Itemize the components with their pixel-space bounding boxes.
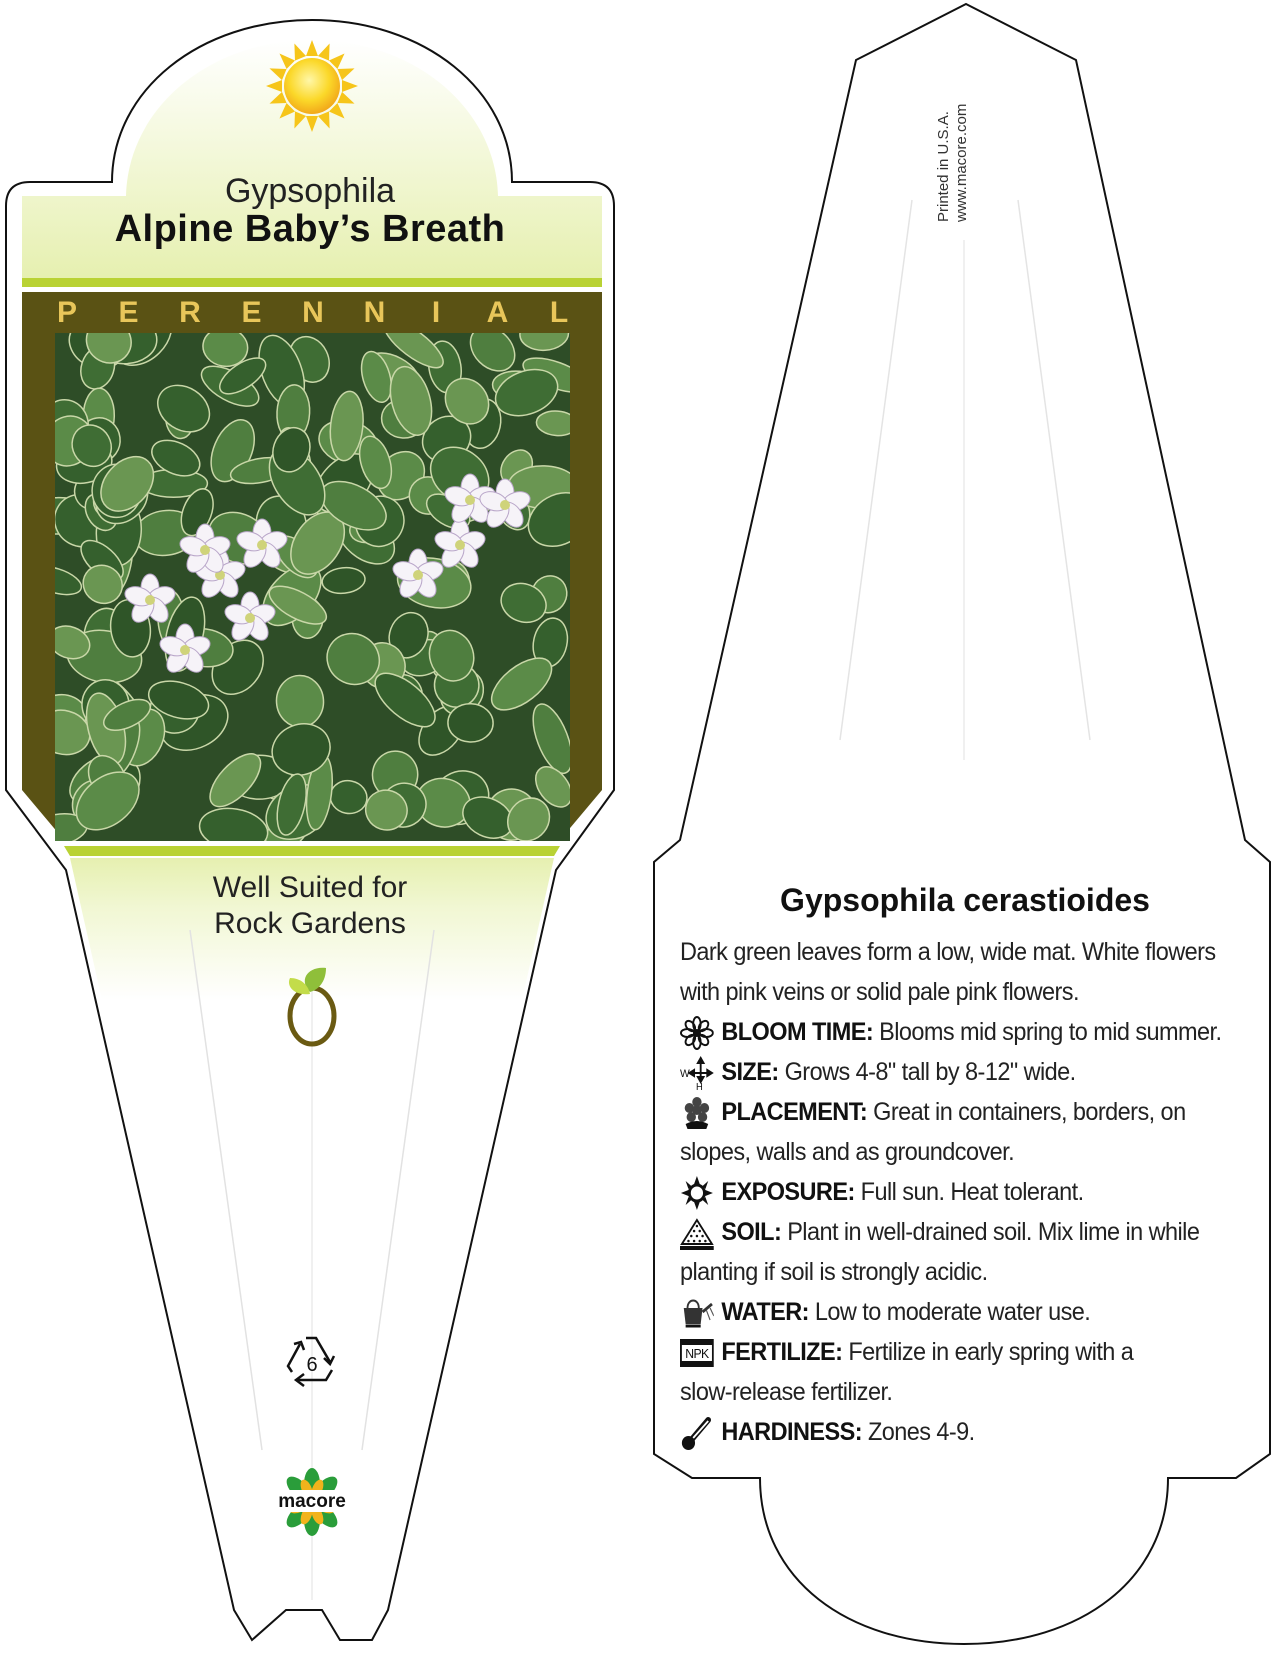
- plant-photo: [24, 292, 599, 864]
- npk-icon: [680, 1336, 716, 1370]
- water-text: Low to moderate water use.: [814, 1298, 1091, 1326]
- perennial-letter: A: [486, 296, 509, 329]
- perennial-letter: N: [302, 296, 324, 329]
- size-row: [680, 1052, 1225, 1092]
- recycle-code: 6: [306, 1354, 318, 1376]
- perennial-letter: I: [431, 296, 441, 329]
- care-description: [680, 932, 1225, 1452]
- size-arrows-icon: [680, 1056, 716, 1090]
- placement-text: Great in containers, borders, on: [873, 1098, 1186, 1126]
- bloom-time-label: BLOOM TIME:: [721, 1018, 874, 1046]
- description-line-2: with pink veins or solid pale pink flowers.: [680, 978, 1079, 1006]
- perennial-letter: N: [363, 296, 386, 329]
- hardiness-row: [680, 1412, 1225, 1452]
- perennial-banner: [52, 292, 574, 334]
- placement-row: [680, 1092, 1225, 1132]
- exposure-label: EXPOSURE:: [721, 1178, 855, 1206]
- common-name: Alpine Baby’s Breath: [114, 208, 506, 250]
- water-row: [680, 1292, 1225, 1332]
- placement-label: PLACEMENT:: [721, 1098, 868, 1126]
- perennial-letter: E: [241, 296, 262, 329]
- website-label: www.macore.com: [953, 103, 970, 222]
- size-text: Grows 4-8" tall by 8-12" wide.: [784, 1058, 1076, 1086]
- perennial-letter: P: [56, 296, 77, 329]
- genus-name: Gypsophila: [224, 172, 396, 210]
- soil-label: SOIL:: [721, 1218, 782, 1246]
- thermometer-icon: [680, 1416, 716, 1450]
- soil-row: [680, 1212, 1225, 1252]
- flower-cluster-icon: [680, 1096, 716, 1130]
- soil-text-2: planting if soil is strongly acidic.: [680, 1258, 988, 1286]
- feature-line-1: Well Suited for: [212, 871, 408, 904]
- fertilize-row: [680, 1332, 1225, 1372]
- hardiness-label: HARDINESS:: [721, 1418, 862, 1446]
- printed-label: Printed in U.S.A.: [935, 111, 952, 222]
- feature-line-2: Rock Gardens: [214, 907, 406, 940]
- svg-text:NPK: NPK: [685, 1347, 709, 1362]
- water-label: WATER:: [721, 1298, 809, 1326]
- perennial-letter: R: [179, 296, 201, 329]
- perennial-letter: L: [549, 296, 569, 329]
- size-label: SIZE:: [721, 1058, 779, 1086]
- description-line-1: Dark green leaves form a low, wide mat. White flowers: [680, 938, 1216, 966]
- svg-text:W: W: [680, 1068, 690, 1081]
- flower-icon: [680, 1016, 716, 1050]
- sun-icon: [266, 40, 358, 132]
- watering-can-icon: [680, 1296, 716, 1330]
- exposure-row: [680, 1172, 1225, 1212]
- fertilize-text-2: slow-release fertilizer.: [680, 1378, 893, 1406]
- exposure-text: Full sun. Heat tolerant.: [860, 1178, 1084, 1206]
- svg-text:macore: macore: [278, 1491, 346, 1512]
- scientific-name: Gypsophila cerastioides: [780, 882, 1150, 918]
- soil-icon: [680, 1216, 716, 1250]
- feature-text: [120, 870, 500, 942]
- printed-in-note: [935, 46, 970, 226]
- bloom-time-text: Blooms mid spring to mid summer.: [879, 1018, 1222, 1046]
- fertilize-label: FERTILIZE:: [721, 1338, 843, 1366]
- hardiness-text: Zones 4-9.: [867, 1418, 975, 1446]
- fertilize-text: Fertilize in early spring with a: [848, 1338, 1134, 1366]
- perennial-letter: E: [118, 296, 139, 329]
- bloom-time-row: [680, 1012, 1225, 1052]
- soil-text: Plant in well-drained soil. Mix lime in while: [787, 1218, 1200, 1246]
- svg-text:H: H: [695, 1082, 703, 1091]
- placement-text-2: slopes, walls and as groundcover.: [680, 1138, 1015, 1166]
- sun-outline-icon: [680, 1176, 716, 1210]
